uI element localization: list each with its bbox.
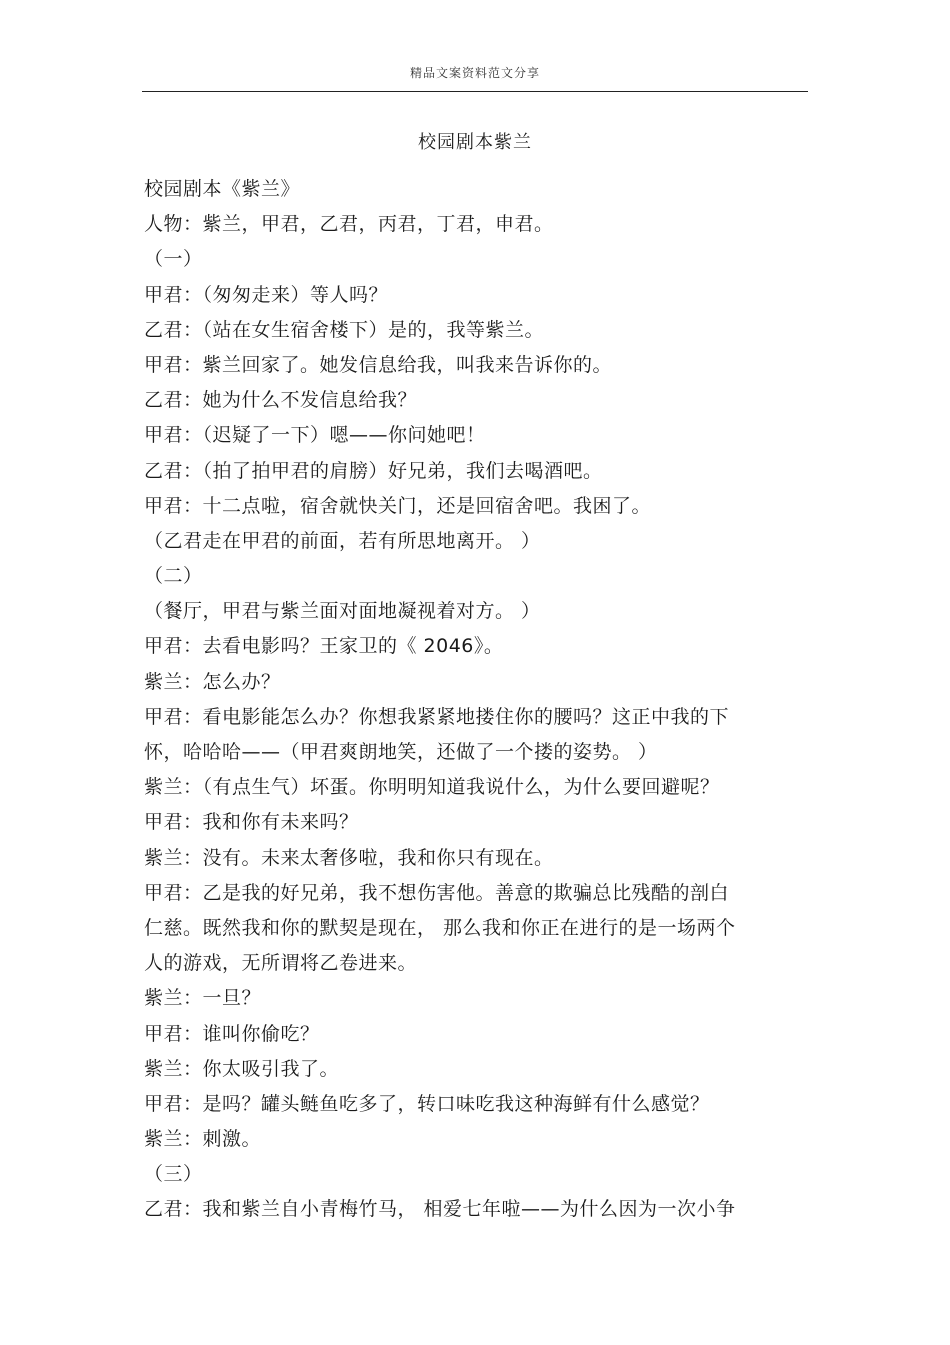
- text-line: 甲君：去看电影吗？王家卫的《 2046》。: [144, 635, 504, 658]
- text-line: （三）: [144, 1163, 203, 1186]
- text-line: （一）: [144, 248, 203, 271]
- text-line: 紫兰：没有。未来太奢侈啦，我和你只有现在。: [144, 846, 554, 869]
- text-line: 乙君：我和紫兰自小青梅竹马， 相爱七年啦——为什么因为一次小争: [144, 1198, 736, 1221]
- text-line: 人物：紫兰，甲君，乙君，丙君，丁君，申君。: [144, 213, 554, 236]
- text-line: 人的游戏，无所谓将乙卷进来。: [144, 952, 418, 975]
- text-line: 乙君：她为什么不发信息给我？: [144, 389, 418, 412]
- text-line: 紫兰：你太吸引我了。: [144, 1057, 340, 1080]
- script-body: [144, 172, 794, 1228]
- text-line: 乙君：（拍了拍甲君的肩膀）好兄弟，我们去喝酒吧。: [144, 459, 603, 482]
- text-line: 甲君：（匆匆走来）等人吗？: [144, 283, 389, 306]
- text-line: （二）: [144, 565, 203, 588]
- text-line: 乙君：（站在女生宿舍楼下）是的，我等紫兰。: [144, 318, 545, 341]
- document-title: 校园剧本紫兰: [418, 132, 532, 153]
- text-line: （餐厅，甲君与紫兰面对面地凝视着对方。 ）: [144, 600, 541, 623]
- text-line: （乙君走在甲君的前面，若有所思地离开。 ）: [144, 529, 541, 552]
- text-line: 甲君：紫兰回家了。她发信息给我，叫我来告诉你的。: [144, 353, 613, 376]
- text-line: 校园剧本《紫兰》: [144, 178, 301, 200]
- text-line: 紫兰：一旦？: [144, 987, 262, 1010]
- text-line: 仁慈。既然我和你的默契是现在， 那么我和你正在进行的是一场两个: [144, 916, 736, 939]
- text-line: 紫兰：怎么办？: [144, 670, 281, 693]
- page-header: 精品文案资料范文分享: [409, 66, 540, 80]
- text-line: 甲君：我和你有未来吗？: [144, 811, 359, 834]
- text-line: 甲君：十二点啦，宿舍就快关门，还是回宿舍吧。我困了。: [144, 494, 652, 517]
- text-line: 甲君：谁叫你偷吃？: [144, 1022, 320, 1045]
- text-line: 甲君：（迟疑了一下）嗯——你问她吧！: [144, 424, 486, 447]
- text-line: 紫兰：刺激。: [144, 1128, 262, 1151]
- text-line: 怀，哈哈哈——（甲君爽朗地笑，还做了一个搂的姿势。 ）: [144, 741, 658, 763]
- text-line: 甲君：是吗？罐头鲢鱼吃多了，转口味吃我这种海鲜有什么感觉？: [144, 1092, 710, 1115]
- header-divider: [142, 91, 808, 92]
- text-line: 甲君：看电影能怎么办？你想我紧紧地搂住你的腰吗？这正中我的下: [144, 705, 730, 728]
- text-line: 甲君：乙是我的好兄弟，我不想伤害他。善意的欺骗总比残酷的剖白: [144, 881, 730, 904]
- text-line: 紫兰：（有点生气）坏蛋。你明明知道我说什么，为什么要回避呢？: [144, 776, 720, 799]
